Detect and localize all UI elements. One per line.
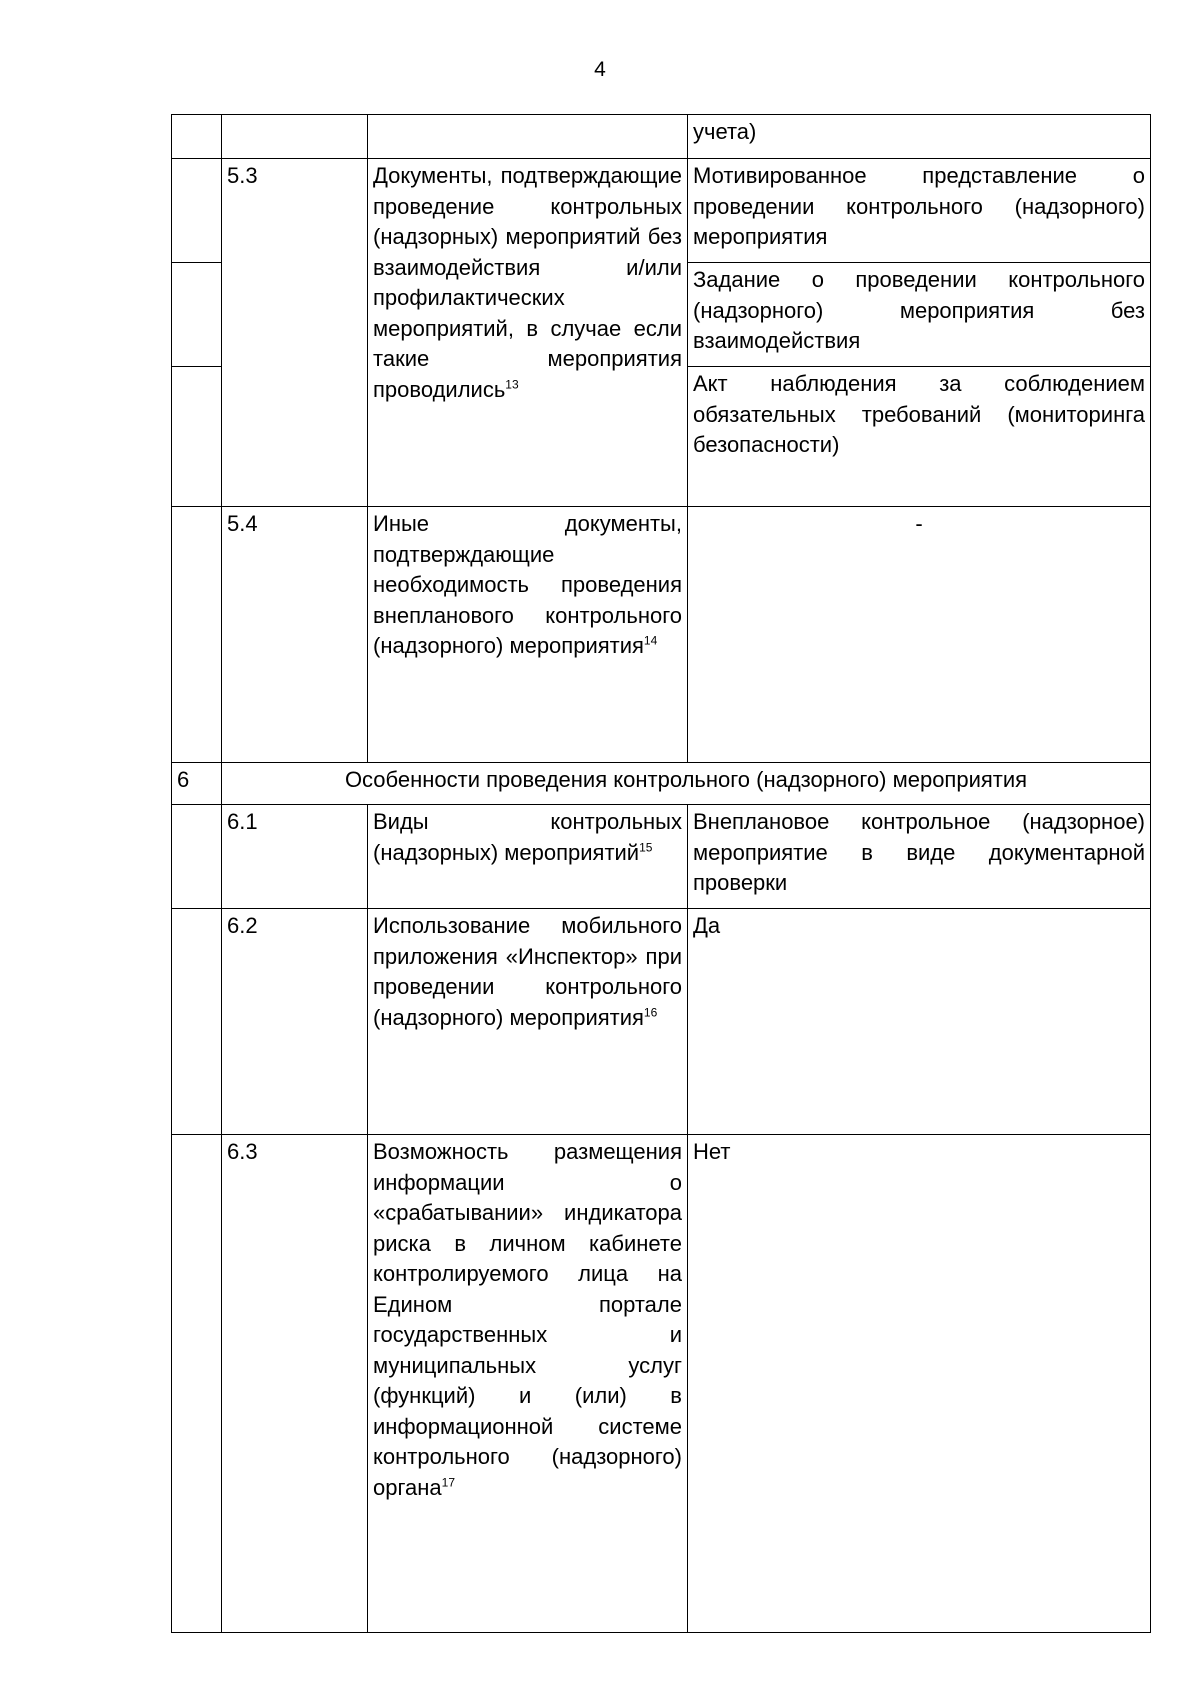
table-row <box>172 1135 1151 1633</box>
item-number: 5.4 <box>222 507 368 763</box>
footnote-ref: 16 <box>643 1005 658 1020</box>
table-row <box>172 507 1151 763</box>
section-title: Особенности проведения контрольного (надзорного) мероприятия <box>222 763 1151 805</box>
document-table <box>171 114 1151 1633</box>
item-value: - <box>688 507 1151 763</box>
footnote-ref: 13 <box>505 377 519 392</box>
item-label: Иные документы, подтверждающие необходимость проведения внепланового контрольного (надзорного) мероприятия$^{14}$ <box>368 507 688 763</box>
item-value: Внеплановое контрольное (надзорное) мероприятие в виде документарной проверки <box>688 805 1151 909</box>
section-number-cell <box>172 159 222 263</box>
table-row <box>172 805 1151 909</box>
item-value-cell: учета) <box>688 115 1151 159</box>
footnote-ref: 14 <box>643 633 658 648</box>
section-number-cell <box>172 909 222 1135</box>
item-value: Да <box>688 909 1151 1135</box>
section-number-cell <box>172 367 222 507</box>
item-value: Акт наблюдения за соблюдением обязательных требований (мониторинга безопасности) <box>688 367 1151 507</box>
page-number: 4 <box>594 58 606 81</box>
section-number-cell <box>172 115 222 159</box>
item-number: 5.3 <box>222 159 368 507</box>
item-number: 6.1 <box>222 805 368 909</box>
section-number-cell <box>172 805 222 909</box>
item-label-cell <box>368 115 688 159</box>
item-label: Виды контрольных (надзорных) мероприятий$^{15}$ <box>368 805 688 909</box>
item-value: Нет <box>688 1135 1151 1633</box>
section-number-cell <box>172 507 222 763</box>
section-header-row <box>172 763 1151 805</box>
item-number-cell <box>222 115 368 159</box>
table-row <box>172 159 1151 263</box>
table-row <box>172 909 1151 1135</box>
section-number: 6 <box>172 763 222 805</box>
table-row <box>172 115 1151 159</box>
footnote-ref: 15 <box>639 840 653 855</box>
item-value: Мотивированное представление о проведении контрольного (надзорного) мероприятия <box>688 159 1151 263</box>
item-number: 6.2 <box>222 909 368 1135</box>
item-label: Возможность размещения информации о «срабатывании» индикатора риска в личном кабинете контролируемого лица на Едином портале государственных и муниципальных услуг (функций) и (или) в информационной системе контрольного (надзорного) органа$^{17}$ <box>368 1135 688 1633</box>
section-number-cell <box>172 1135 222 1633</box>
item-label: Использование мобильного приложения «Инспектор» при проведении контрольного (надзорного) мероприятия$^{16}$ <box>368 909 688 1135</box>
section-number-cell <box>172 263 222 367</box>
footnote-ref: 17 <box>441 1475 455 1490</box>
item-label: Документы, подтверждающие проведение контрольных (надзорных) мероприятий без взаимодействия и/или профилактических мероприятий, в случае если такие мероприятия проводились$^{13}$ <box>368 159 688 507</box>
item-value: Задание о проведении контрольного (надзорного) мероприятия без взаимодействия <box>688 263 1151 367</box>
item-number: 6.3 <box>222 1135 368 1633</box>
